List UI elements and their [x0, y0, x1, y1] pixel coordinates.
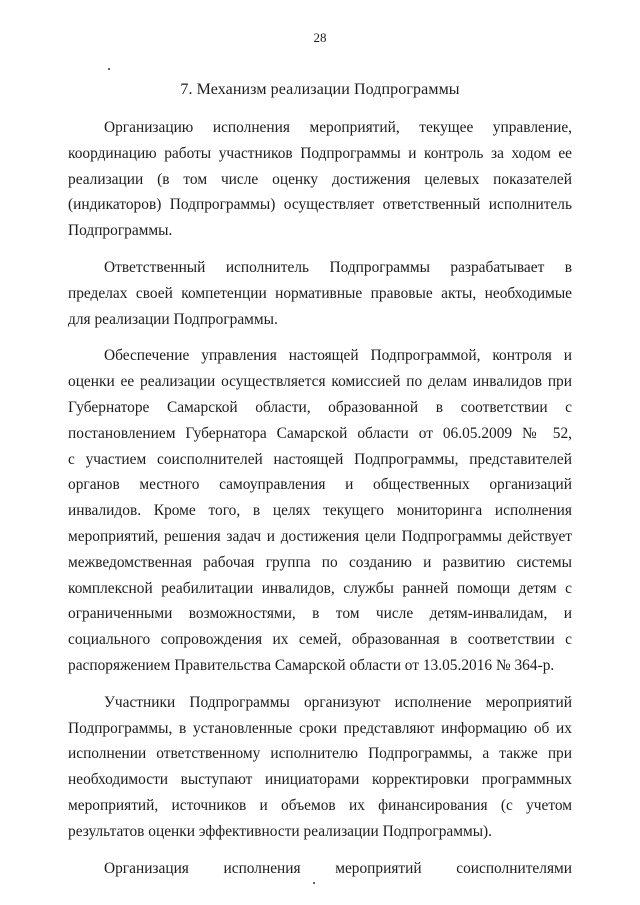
text-line: исполнении ответственному исполнителю Подпрограммы, а также при	[68, 745, 572, 763]
text-line: мероприятий, решения задач и достижения цели Подпрограммы действует	[68, 527, 572, 545]
text-line: (индикаторов) Подпрограммы) осуществляет ответственный исполнитель	[68, 196, 572, 214]
text-line: координацию работы участников Подпрограммы и контроль за ходом ее	[68, 144, 572, 162]
text-line: Обеспечение управления настоящей Подпрограммой, контроля и	[104, 347, 572, 365]
text-line: с участием соисполнителей настоящей Подпрограммы, представителей	[68, 450, 572, 468]
text-line: Подпрограммы.	[68, 222, 173, 240]
section-heading: 7. Механизм реализации Подпрограммы	[180, 81, 460, 98]
text-line: ограниченными возможностями, в том числе детям-инвалидам, и	[68, 605, 572, 623]
text-line: Подпрограммы, в установленные сроки представляют информацию об их	[68, 719, 572, 737]
text-line: Участники Подпрограммы организуют исполнение мероприятий	[104, 693, 572, 711]
paragraph	[68, 255, 572, 332]
paragraph	[68, 343, 572, 678]
text-line: мероприятий, источников и объемов их финансирования (с учетом	[68, 796, 572, 814]
text-line: оценки ее реализации осуществляется комиссией по делам инвалидов при	[68, 373, 572, 391]
text-line: органов местного самоуправления и общественных организаций	[68, 476, 572, 494]
text-line: Организацию исполнения мероприятий, текущее управление,	[104, 119, 572, 136]
text-line: межведомственная рабочая группа по созданию и развитию системы	[68, 553, 572, 571]
text-line: Губернаторе Самарской области, образованной в соответствии с	[68, 398, 572, 416]
paragraph	[68, 856, 572, 882]
scan-speck	[108, 68, 110, 70]
text-line: постановлением Губернатора Самарской области от 06.05.2009 № 52,	[68, 424, 572, 442]
text-line: социального сопровождения их семей, образованная в соответствии с	[68, 631, 572, 649]
text-line: комплексной реабилитации инвалидов, службы ранней помощи детям с	[68, 579, 572, 597]
text-line: для реализации Подпрограммы.	[68, 310, 278, 328]
text-line: результатов оценки эффективности реализации Подпрограммы).	[68, 822, 493, 840]
text-line: Ответственный исполнитель Подпрограммы разрабатывает в	[104, 258, 572, 276]
paragraph	[68, 690, 572, 845]
text-line: распоряжением Правительства Самарской области от 13.05.2016 № 364-р.	[68, 656, 555, 674]
paragraph	[68, 115, 572, 244]
text-line: реализации (в том числе оценку достижения целевых показателей	[68, 170, 572, 188]
page-number: 28	[313, 30, 327, 45]
text-line: пределах своей компетенции нормативные правовые акты, необходимые	[68, 284, 572, 302]
text-line: Организация исполнения мероприятий соисполнителями	[104, 859, 572, 877]
body-text	[68, 115, 572, 892]
text-line: инвалидов. Кроме того, в целях текущего мониторинга исполнения	[68, 502, 572, 520]
text-line: необходимости выступают инициаторами корректировки программных	[68, 771, 572, 789]
